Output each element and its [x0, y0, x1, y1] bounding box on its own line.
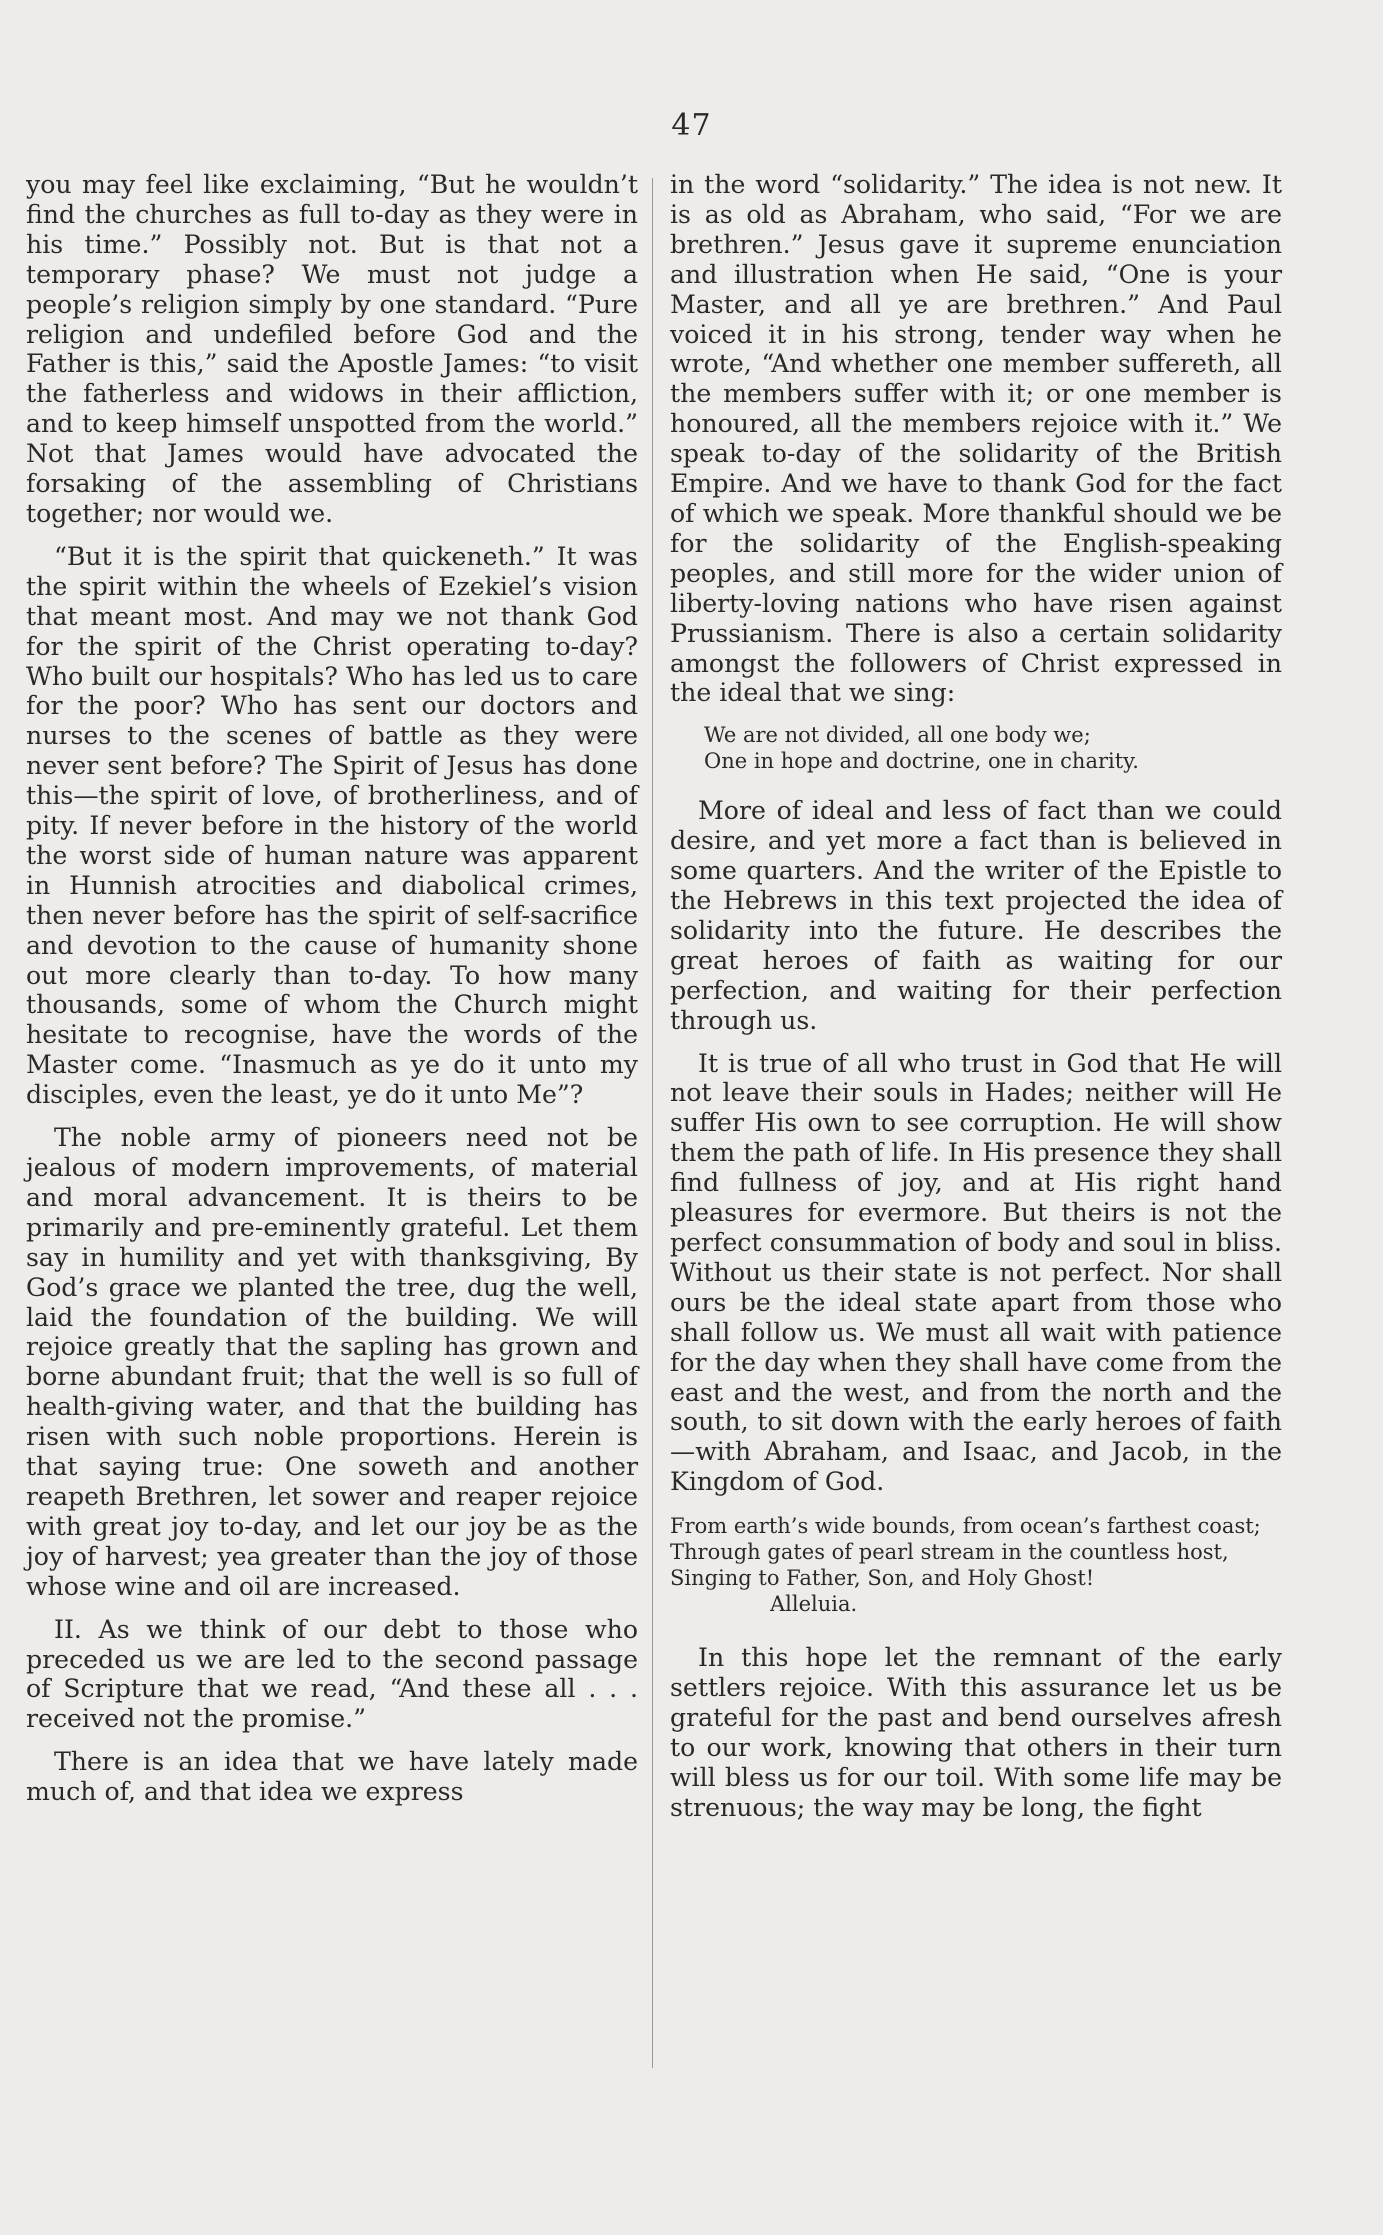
left-column	[26, 170, 638, 1807]
paragraph: More of ideal and less of fact than we could desire, and yet more a fact than is believed in some quarters. And the writer of the Epistle to the Hebrews in this text projected the idea of solidarity into the future. He describes the great heroes of faith as waiting for our perfection, and waiting for their perfection through us.	[670, 796, 1282, 1035]
page-number: 47	[671, 108, 712, 143]
hymn-quote	[670, 722, 1282, 774]
paragraph: in the word “solidarity.” The idea is not new. It is as old as Abraham, who said, “For we are brethren.” Jesus gave it supreme enunciation and illustration when He said, “One is your Master, and all ye are brethren.” And Paul voiced it in his strong, tender way when he wrote, “And whether one member suffereth, all the members suffer with it; or one member is honoured, all the members rejoice with it.” We speak to-day of the solidarity of the British Empire. And we have to thank God for the fact of which we speak. More thankful should we be for the solidarity of the English-speaking peoples, and still more for the wider union of liberty-loving nations who have risen against Prussianism. There is also a certain solidarity amongst the followers of Christ expressed in the ideal that we sing:	[670, 170, 1282, 708]
paragraph: II. As we think of our debt to those who preceded us we are led to the second passage of Scripture that we read, “And these all . . . received not the promise.”	[26, 1614, 638, 1734]
hymn-verse	[670, 1513, 1282, 1617]
verse-line: From earth’s wide bounds, from ocean’s farthest coast;	[670, 1514, 1261, 1539]
verse-line: We are not divided, all one body we;	[704, 723, 1091, 748]
column-divider	[652, 178, 653, 2068]
verse-line: Alleluia.	[770, 1592, 858, 1617]
paragraph: In this hope let the remnant of the early settlers rejoice. With this assurance let us be grateful for the past and bend ourselves afresh to our work, knowing that others in their turn will bless us for our toil. With some life may be strenuous; the way may be long, the fight	[670, 1643, 1282, 1822]
paragraph: “But it is the spirit that quickeneth.” It was the spirit within the wheels of Ezekiel’s vision that meant most. And may we not thank God for the spirit of the Christ operating to-day? Who built our hospitals? Who has led us to care for the poor? Who has sent our doctors and nurses to the scenes of battle as they were never sent before? The Spirit of Jesus has done this—the spirit of love, of brotherliness, and of pity. If never before in the history of the world the worst side of human nature was apparent in Hunnish atrocities and diabolical crimes, then never before has the spirit of self-sacrifice and devotion to the cause of humanity shone out more clearly than to-day. To how many thousands, some of whom the Church might hesitate to recognise, have the words of the Master come. “Inasmuch as ye do it unto my disciples, even the least, ye do it unto Me”?	[26, 541, 638, 1110]
paragraph: It is true of all who trust in God that He will not leave their souls in Hades; neither will He suffer His own to see corruption. He will show them the path of life. In His presence they shall find fullness of joy, and at His right hand pleasures for evermore. But theirs is not the perfect consummation of body and soul in bliss. Without us their state is not perfect. Nor shall ours be the ideal state apart from those who shall follow us. We must all wait with patience for the day when they shall have come from the east and the west, and from the north and the south, to sit down with the early heroes of faith—with Abraham, and Isaac, and Jacob, in the Kingdom of God.	[670, 1048, 1282, 1497]
paragraph: you may feel like exclaiming, “But he wouldn’t find the churches as full to-day as they were in his time.” Possibly not. But is that not a temporary phase? We must not judge a people’s religion simply by one standard. “Pure religion and undefiled before God and the Father is this,” said the Apostle James: “to visit the fatherless and widows in their affliction, and to keep himself unspotted from the world.” Not that James would have advocated the forsaking of the assembling of Christians together; nor would we.	[26, 170, 638, 528]
right-column	[670, 170, 1282, 1823]
verse-line: Singing to Father, Son, and Holy Ghost!	[670, 1566, 1095, 1591]
verse-line: One in hope and doctrine, one in charity.	[704, 749, 1139, 774]
verse-line: Through gates of pearl stream in the countless host,	[670, 1540, 1229, 1565]
paragraph: There is an idea that we have lately made much of, and that idea we express	[26, 1747, 638, 1807]
paragraph: The noble army of pioneers need not be jealous of modern improvements, of material and moral advancement. It is theirs to be primarily and pre-eminently grateful. Let them say in humility and yet with thanksgiving, By God’s grace we planted the tree, dug the well, laid the foundation of the building. We will rejoice greatly that the sapling has grown and borne abundant fruit; that the well is so full of health-giving water, and that the building has risen with such noble proportions. Herein is that saying true: One soweth and another reapeth Brethren, let sower and reaper rejoice with great joy to-day, and let our joy be as the joy of harvest; yea greater than the joy of those whose wine and oil are increased.	[26, 1123, 638, 1601]
